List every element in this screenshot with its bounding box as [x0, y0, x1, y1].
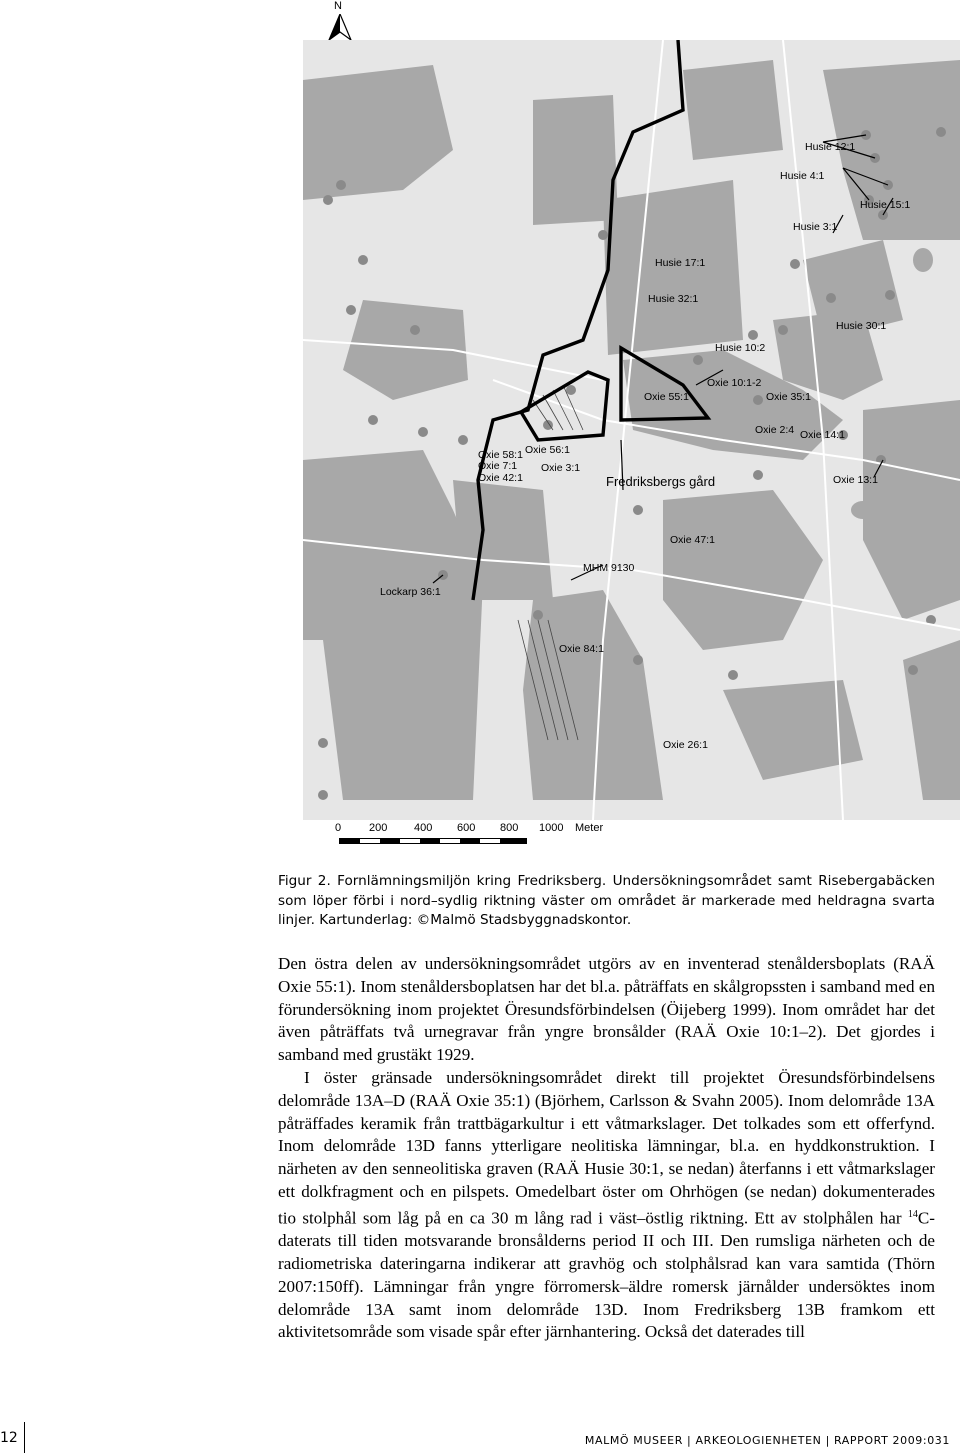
- paragraph-1: Den östra delen av undersökningsområdet utgörs av en inventerad stenåldersboplats (RAÄ Oxie 55:1). Inom stenåldersboplatsen har det bl.a. påträffats en skålgropssten i samband med en förundersökning inom projektet Öresundsförbindelsen (Öijeberg 1999). Inom området har det även påträffats två urnegravar från yngre bronsålder (RAÄ Oxie 10:1–2). Det gjordes i samband med grustäkt 1929.: [278, 954, 935, 1065]
- label-oxie-26-1: Oxie 26:1: [663, 739, 708, 751]
- body-text: [278, 953, 935, 1344]
- label-oxie-55-1: Oxie 55:1: [644, 391, 689, 403]
- label-husie-12-1: Husie 12:1: [805, 141, 856, 153]
- map-svg: [303, 40, 960, 820]
- scale-unit: Meter: [575, 822, 604, 834]
- scale-tick: 0: [335, 822, 342, 834]
- north-label: N: [334, 0, 342, 12]
- label-lockarp-36-1: Lockarp 36:1: [380, 586, 441, 598]
- label-oxie-58-1: Oxie 58:1: [478, 449, 523, 461]
- map: [303, 40, 960, 820]
- footer-divider: [24, 1422, 25, 1453]
- scale-bar: [330, 816, 630, 856]
- label-husie-15-1: Husie 15:1: [860, 199, 911, 211]
- label-husie-17-1: Husie 17:1: [655, 257, 706, 269]
- label-husie-4-1: Husie 4:1: [780, 170, 825, 182]
- figure-caption: Figur 2. Fornlämningsmiljön kring Fredriksberg. Undersökningsområdet samt Risebergabäcken som löper förbi i nord–sydlig riktning väster om området är markerade med heldragna svarta linjer. Kartunderlag: ©Malmö Stadsbyggnadskontor.: [278, 873, 935, 928]
- label-husie-30-1: Husie 30:1: [836, 320, 887, 332]
- label-husie-32-1: Husie 32:1: [648, 293, 699, 305]
- paragraph-2-part-2: C-daterats till tiden motsvarande bronsålderns period II och III. Den rumsliga närheten och de radiometriska dateringarna indikerar att gravhög och stolphålsrad kan vara samtida (Thörn 2007:150ff). Lämningar från yngre förromersk–äldre romersk järnålder undersöktes inom delområde 13A samt inom delområde 13D. Inom Fredriksberg 13B framkom ett aktivitetsområde som visade spår efter järnhantering. Också det daterades till: [278, 1208, 935, 1342]
- scale-tick: 1000: [539, 822, 564, 834]
- label-oxie-10-1-2: Oxie 10:1-2: [707, 377, 762, 389]
- footer-publication: MALMÖ MUSEER | ARKEOLOGIENHETEN | RAPPORT 2009:031: [584, 1434, 950, 1447]
- label-oxie-84-1: Oxie 84:1: [559, 643, 604, 655]
- paragraph-2: [278, 1067, 935, 1344]
- label-oxie-42-1: Oxie 42:1: [478, 472, 523, 484]
- scale-bar-graphic: [339, 838, 527, 844]
- north-arrow: [325, 0, 355, 42]
- scale-tick: 400: [414, 822, 433, 834]
- label-oxie-47-1: Oxie 47:1: [670, 534, 715, 546]
- label-oxie-14-1: Oxie 14:1: [800, 429, 845, 441]
- label-oxie-13-1: Oxie 13:1: [833, 474, 878, 486]
- label-oxie-7-1: Oxie 7:1: [478, 460, 518, 472]
- label-oxie-35-1: Oxie 35:1: [766, 391, 811, 403]
- scale-tick: 200: [369, 822, 388, 834]
- label-husie-10-2: Husie 10:2: [715, 342, 766, 354]
- paragraph-2-part-1: I öster gränsade undersökningsområdet direkt till projektet Öresundsförbindelsens delområde 13A–D (RAÄ Oxie 35:1) (Björhem, Carlsson & Svahn 2005). Inom delområde 13A påträffades keramik från trattbägarkultur i ett våtmarkslager. Det tolkades som ett offerfynd. Inom delområde 13D fanns ytterligare neolitiska lämningar, bl.a. en hyddkonstruktion. I närheten av den senneolitiska graven (RAÄ Husie 30:1, se nedan) återfanns i ett våtmarkslager ett dolkfragment och en pilspets. Omedelbart öster om Ohrhögen (se nedan) dokumenterades tio stolphål som låg på en ca 30 m lång rad i väst–östlig riktning. Ett av stolphålen har: [278, 1067, 935, 1228]
- label-oxie-56-1: Oxie 56:1: [525, 444, 570, 456]
- label-oxie-3-1: Oxie 3:1: [541, 462, 581, 474]
- scale-tick: 800: [500, 822, 519, 834]
- scale-tick: 600: [457, 822, 476, 834]
- superscript-14: 14: [907, 1208, 918, 1220]
- label-mhm-9130: MHM 9130: [583, 562, 635, 574]
- label-fredriksbergs-gard: Fredriksbergs gård: [606, 474, 716, 489]
- north-arrow-icon: [325, 14, 355, 42]
- label-husie-3-1: Husie 3:1: [793, 221, 838, 233]
- page-number: 12: [0, 1430, 18, 1446]
- label-oxie-2-4: Oxie 2:4: [755, 424, 795, 436]
